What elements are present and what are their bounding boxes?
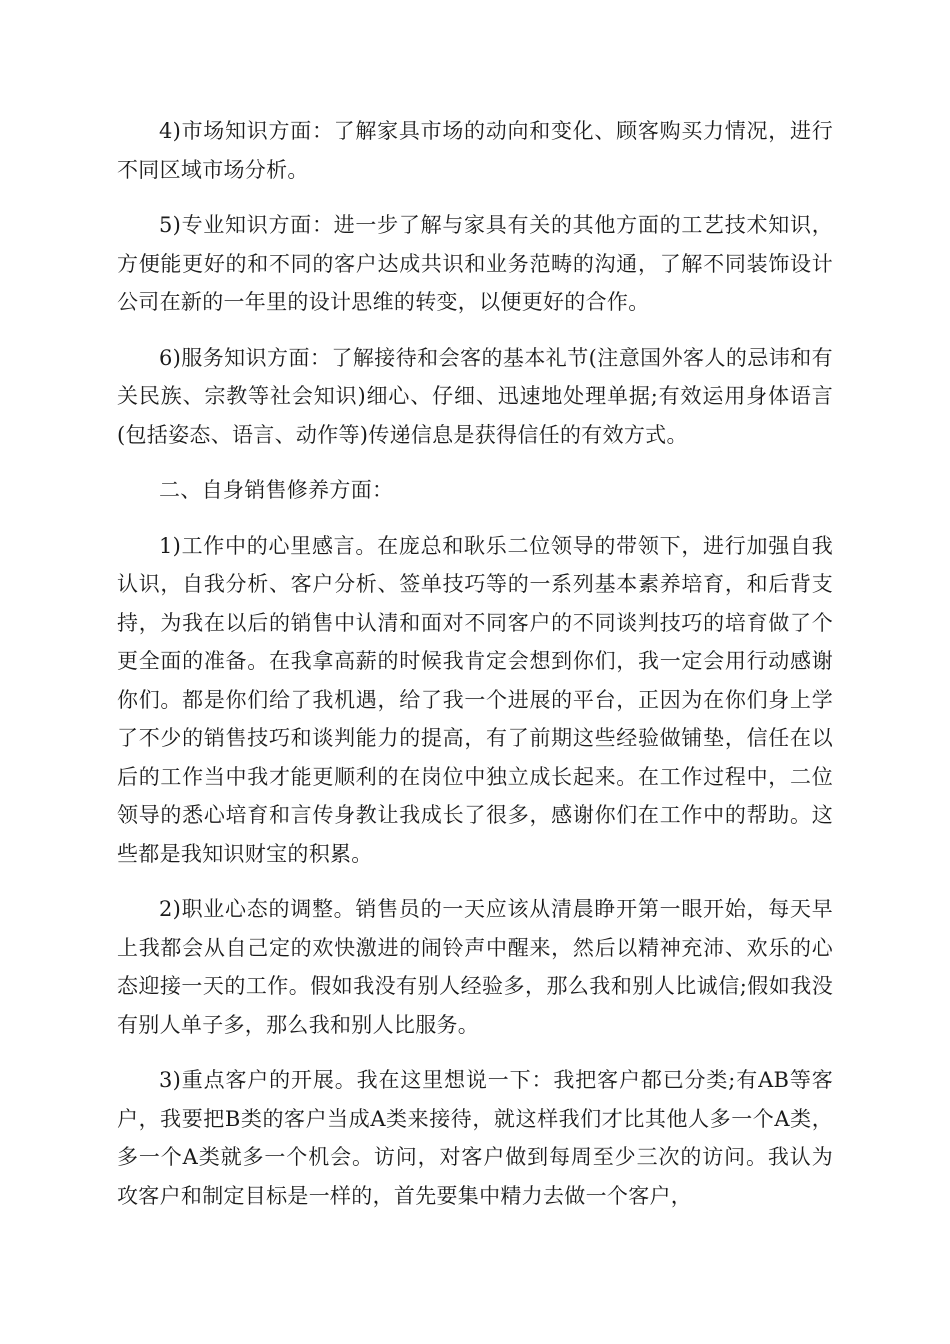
section-heading-sales-cultivation: 二、自身销售修养方面： xyxy=(159,478,394,502)
paragraph-key-customers: 3)重点客户的开展。我在这里想说一下：我把客户都已分类;有AB等客户，我要把B类的客户当成A类来接待，就这样我们才比其他人多一个A类，多一个A类就多一个机会。访问，对客户做到每周至少三次的访问。我认为攻客户和制定目标是一样的，首先要集中精力去做一个客户， xyxy=(117,1068,833,1208)
paragraph-service-knowledge: 6)服务知识方面：了解接待和会客的基本礼节(注意国外客人的忌讳和有关民族、宗教等社会知识)细心、仔细、迅速地处理单据;有效运用身体语言(包括姿态、语言、动作等)传递信息是获得信任的有效方式。 xyxy=(117,345,833,447)
paragraph-professional-mindset: 2)职业心态的调整。销售员的一天应该从清晨睁开第一眼开始，每天早上我都会从自己定的欢快激进的闹铃声中醒来，然后以精神充沛、欢乐的心态迎接一天的工作。假如我没有别人经验多，那么我和别人比诚信;假如我没有别人单子多，那么我和别人比服务。 xyxy=(117,897,833,1037)
document-body xyxy=(117,112,833,1232)
paragraph-market-knowledge: 4)市场知识方面：了解家具市场的动向和变化、顾客购买力情况，进行不同区域市场分析。 xyxy=(117,119,833,182)
paragraph-professional-knowledge: 5)专业知识方面：进一步了解与家具有关的其他方面的工艺技术知识，方便能更好的和不同的客户达成共识和业务范畴的沟通，了解不同装饰设计公司在新的一年里的设计思维的转变，以便更好的合作。 xyxy=(117,213,833,314)
paragraph-work-reflections: 1)工作中的心里感言。在庞总和耿乐二位领导的带领下，进行加强自我认识，自我分析、客户分析、签单技巧等的一系列基本素养培育，和后背支持，为我在以后的销售中认清和面对不同客户的不同谈判技巧的培育做了个更全面的准备。在我拿高薪的时候我肯定会想到你们，我一定会用行动感谢你们。都是你们给了我机遇，给了我一个进展的平台，正因为在你们身上学了不少的销售技巧和谈判能力的提高，有了前期这些经验做铺垫，信任在以后的工作当中我才能更顺利的在岗位中独立成长起来。在工作过程中，二位领导的悉心培育和言传身教让我成长了很多，感谢你们在工作中的帮助。这些都是我知识财宝的积累。 xyxy=(117,533,833,866)
